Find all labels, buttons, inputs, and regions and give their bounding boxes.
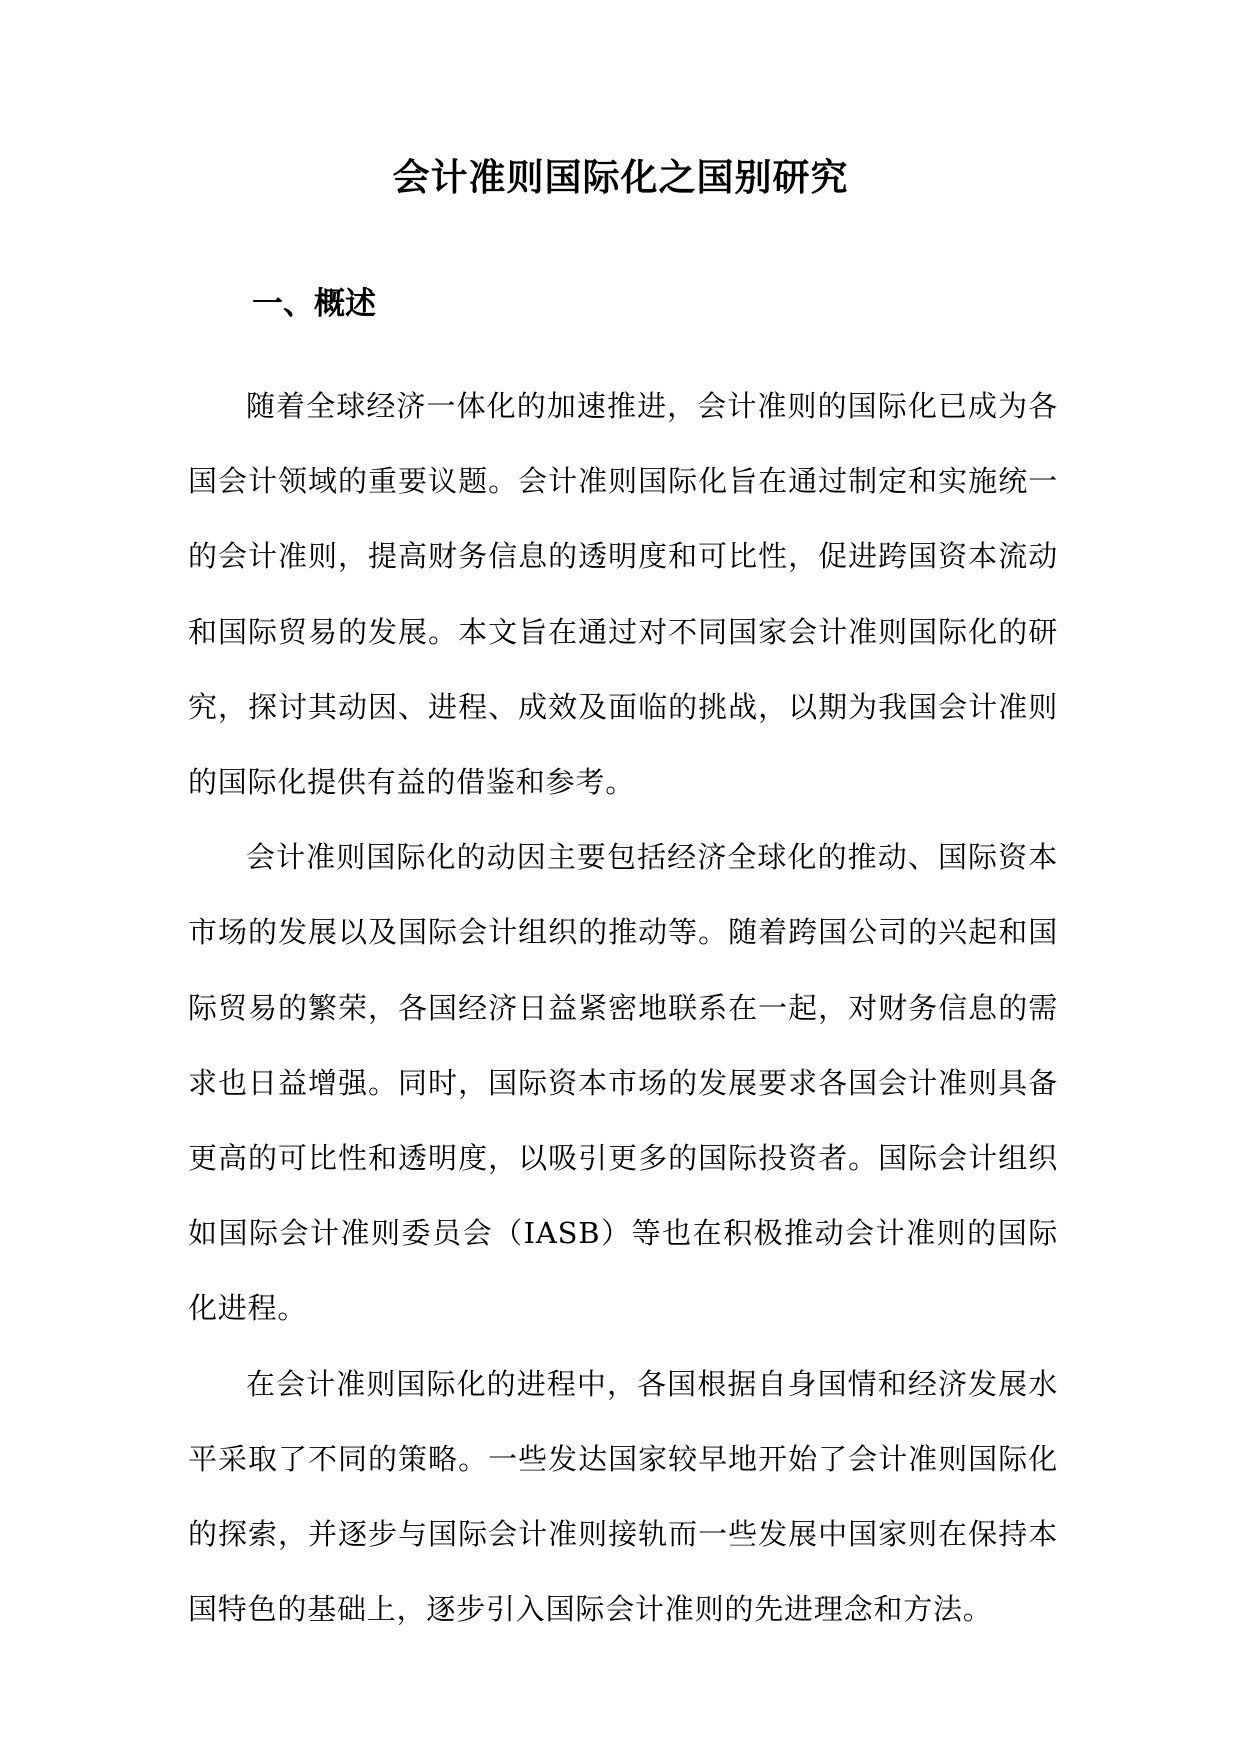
section-heading: 一、概述	[252, 286, 376, 322]
paragraph-2: 会计准则国际化的动因主要包括经济全球化的推动、国际资本市场的发展以及国际会计组织的推动等。随着跨国公司的兴起和国际贸易的繁荣，各国经济日益紧密地联系在一起，对财务信息的需求也日益增强。同时，国际资本市场的发展要求各国会计准则具备更高的可比性和透明度，以吸引更多的国际投资者。国际会计组织如国际会计准则委员会（IASB）等也在积极推动会计准则的国际化进程。	[188, 840, 1058, 1326]
body-text	[188, 369, 1058, 1647]
paragraph-1: 随着全球经济一体化的加速推进，会计准则的国际化已成为各国会计领域的重要议题。会计准则国际化旨在通过制定和实施统一的会计准则，提高财务信息的透明度和可比性，促进跨国资本流动和国际贸易的发展。本文旨在通过对不同国家会计准则国际化的研究，探讨其动因、进程、成效及面临的挑战，以期为我国会计准则的国际化提供有益的借鉴和参考。	[188, 389, 1058, 800]
document-title: 会计准则国际化之国别研究	[392, 156, 849, 199]
paragraph-3: 在会计准则国际化的进程中，各国根据自身国情和经济发展水平采取了不同的策略。一些发达国家较早地开始了会计准则国际化的探索，并逐步与国际会计准则接轨而一些发展中国家则在保持本国特色的基础上，逐步引入国际会计准则的先进理念和方法。	[188, 1366, 1058, 1627]
